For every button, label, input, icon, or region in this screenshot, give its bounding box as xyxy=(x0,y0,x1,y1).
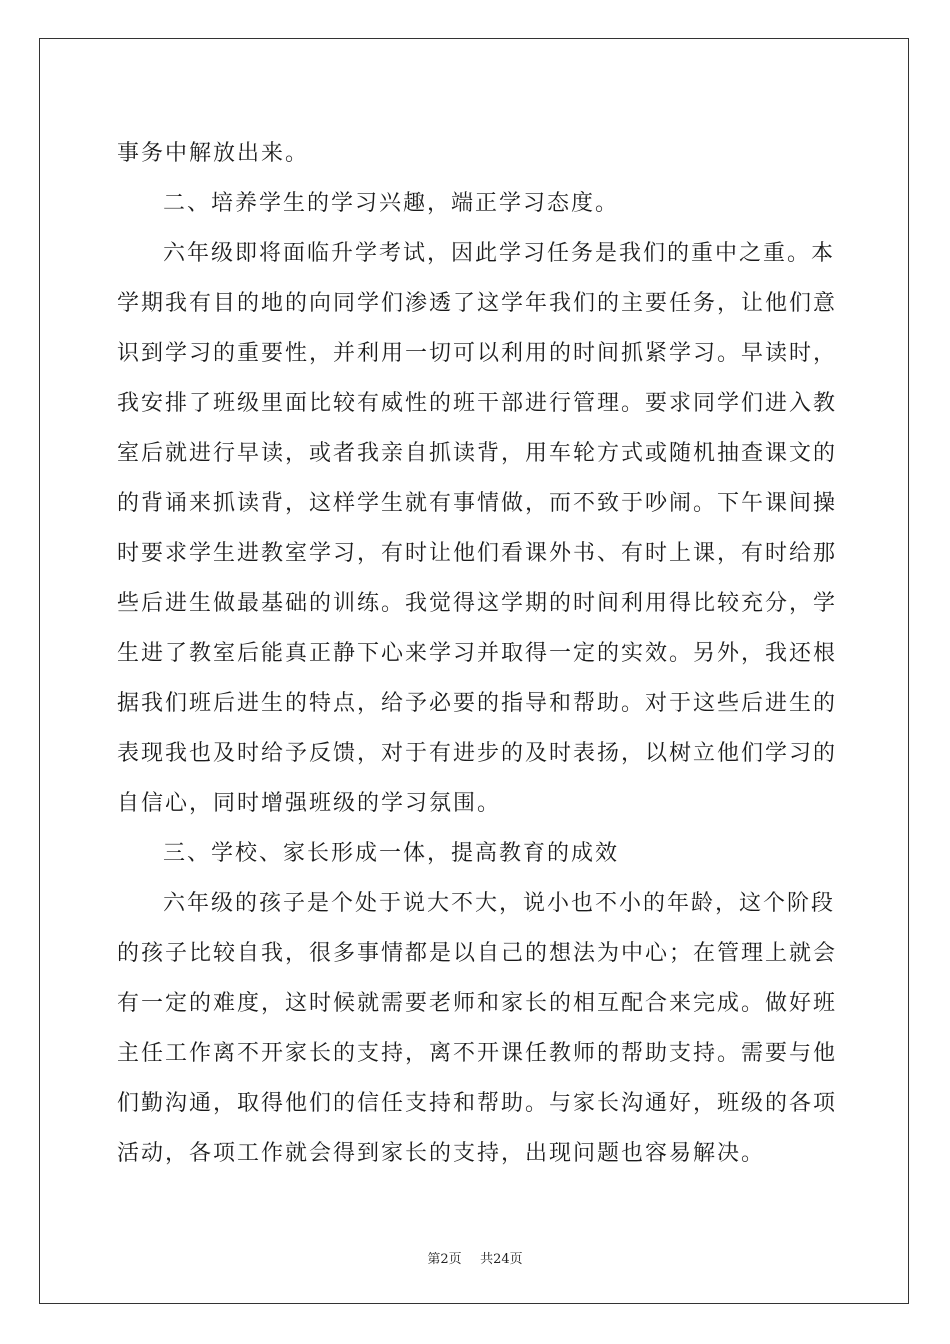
text-line: 们勤沟通，取得他们的信任支持和帮助。与家长沟通好，班级的各项 xyxy=(117,1091,838,1116)
text-line: 室后就进行早读，或者我亲自抓读背，用车轮方式或随机抽查课文的 xyxy=(117,441,838,466)
total-pages: 共24页 xyxy=(480,1252,523,1267)
text-line: 的孩子比较自我，很多事情都是以自己的想法为中心；在管理上就会 xyxy=(117,941,838,966)
text-line: 有一定的难度，这时候就需要老师和家长的相互配合来完成。做好班 xyxy=(117,991,838,1016)
text-line: 时要求学生进教室学习，有时让他们看课外书、有时上课，有时给那 xyxy=(117,541,838,566)
text-line: 我安排了班级里面比较有威性的班干部进行管理。要求同学们进入教 xyxy=(117,391,838,416)
section-heading: 三、学校、家长形成一体，提高教育的成效 xyxy=(163,841,620,866)
text-line: 学期我有目的地的向同学们渗透了这学年我们的主要任务，让他们意 xyxy=(117,291,838,316)
text-line: 自信心，同时增强班级的学习氛围。 xyxy=(117,791,502,816)
text-line: 据我们班后进生的特点，给予必要的指导和帮助。对于这些后进生的 xyxy=(117,691,838,716)
text-line: 些后进生做最基础的训练。我觉得这学期的时间利用得比较充分，学 xyxy=(117,591,838,616)
text-line: 六年级的孩子是个处于说大不大，说小也不小的年龄，这个阶段 xyxy=(163,891,836,916)
section-heading: 二、培养学生的学习兴趣，端正学习态度。 xyxy=(163,191,620,216)
text-line: 表现我也及时给予反馈，对于有进步的及时表扬，以树立他们学习的 xyxy=(117,741,838,766)
text-line: 事务中解放出来。 xyxy=(117,141,310,166)
text-line: 识到学习的重要性，并利用一切可以利用的时间抓紧学习。早读时， xyxy=(117,341,838,366)
text-line: 六年级即将面临升学考试，因此学习任务是我们的重中之重。本 xyxy=(163,241,836,266)
page-footer xyxy=(0,1248,950,1267)
text-line: 主任工作离不开家长的支持，离不开课任教师的帮助支持。需要与他 xyxy=(117,1041,838,1066)
text-line: 的背诵来抓读背，这样学生就有事情做，而不致于吵闹。下午课间操 xyxy=(117,491,838,516)
page-number: 第2页 xyxy=(427,1252,462,1267)
text-line: 活动，各项工作就会得到家长的支持，出现问题也容易解决。 xyxy=(117,1141,766,1166)
text-line: 生进了教室后能真正静下心来学习并取得一定的实效。另外，我还根 xyxy=(117,641,838,666)
